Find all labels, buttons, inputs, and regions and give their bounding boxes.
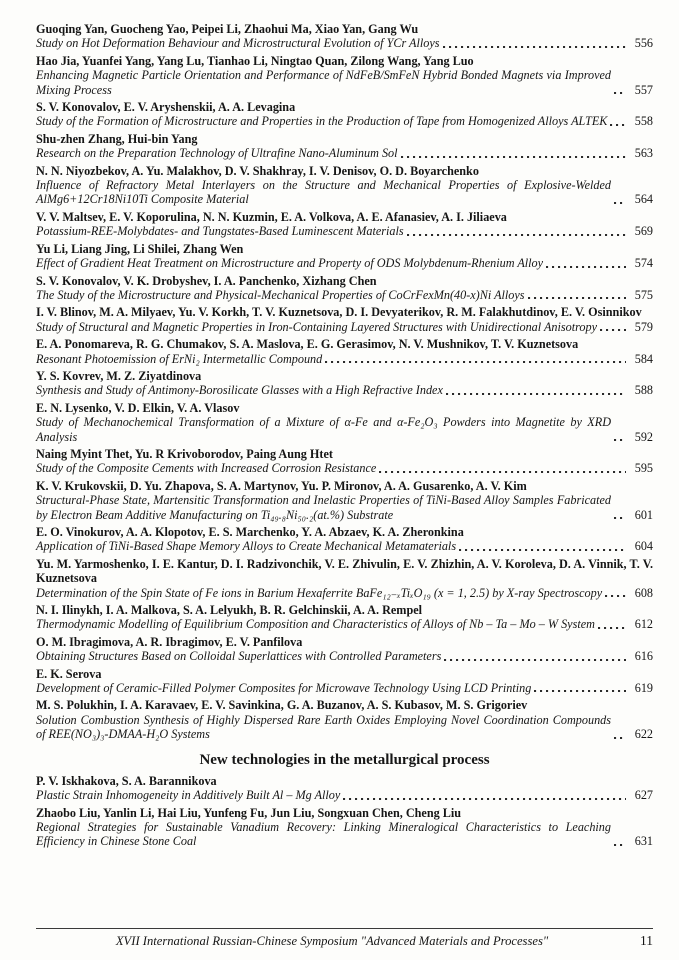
toc-entry <box>36 22 653 51</box>
entry-authors: E. K. Serova <box>36 666 102 681</box>
entry-page-number: 592 <box>634 429 653 444</box>
dotted-leader <box>528 297 626 299</box>
entry-title-row <box>36 114 653 128</box>
entry-title: Development of Ceramic-Filled Polymer Composites for Microwave Technology Using LCD Printing <box>36 681 532 696</box>
footer <box>36 928 653 948</box>
entry-page-number: 563 <box>634 146 653 161</box>
entry-title: Study on Hot Deformation Behaviour and Microstructural Evolution of YCr Alloys <box>36 36 440 51</box>
entry-title: Plastic Strain Inhomogeneity in Additively Built Al – Mg Alloy <box>36 788 341 803</box>
entry-page-number: 595 <box>634 461 653 476</box>
dotted-leader <box>614 439 626 441</box>
dotted-leader <box>443 46 626 48</box>
dotted-leader <box>401 156 626 158</box>
entry-authors: Naing Myint Thet, Yu. R Krivoborodov, Paing Aung Htet <box>36 446 333 461</box>
entry-page-number: 575 <box>634 287 653 302</box>
section-heading: New technologies in the metallurgical process <box>199 751 490 768</box>
dotted-leader <box>600 329 626 331</box>
dotted-leader <box>379 471 626 473</box>
dotted-leader <box>614 517 626 519</box>
entry-authors: E. N. Lysenko, V. D. Elkin, V. A. Vlasov <box>36 400 240 415</box>
toc-entry <box>36 603 653 632</box>
entry-page-number: 604 <box>634 539 653 554</box>
dotted-leader <box>325 361 626 363</box>
toc-entry <box>36 774 653 803</box>
entry-title: Research on the Preparation Technology of Ultrafine Nano-Aluminum Sol <box>36 146 398 161</box>
entry-title: Regional Strategies for Sustainable Vanadium Recovery: Linking Mineralogical Characteristics to Leaching Efficiency in Chinese Stone Coal <box>36 819 611 849</box>
entry-page-number: 619 <box>634 681 653 696</box>
toc-entry <box>36 164 653 207</box>
dotted-leader <box>546 266 626 268</box>
entry-authors: Yu. M. Yarmoshenko, I. E. Kantur, D. I. Radzivonchik, V. E. Zhivulin, E. V. Zhizhin, A. V. Koroleva, D. A. Vinnik, T. V. Kuznetsova <box>36 556 653 586</box>
entry-page-number: 631 <box>634 834 653 849</box>
entry-authors: Shu-zhen Zhang, Hui-bin Yang <box>36 131 198 146</box>
entry-page-number: 608 <box>634 585 653 600</box>
entry-page-number: 601 <box>634 507 653 522</box>
entry-title: Study of Mechanochemical Transformation of a Mixture of α-Fe and α-Fe₂O₃ Powders into Magnetite by XRD Analysis <box>36 415 611 444</box>
entry-title: Influence of Refractory Metal Interlayers on the Structure and Mechanical Properties of Explosive-Welded AlMg6+12Cr18Ni10Ti Composite Material <box>36 178 611 207</box>
dotted-leader <box>614 202 626 204</box>
entry-authors: K. V. Krukovskii, D. Yu. Zhapova, S. A. Martynov, Yu. P. Mironov, A. A. Gusarenko, A. V. Kim <box>36 478 527 493</box>
entry-title: Obtaining Structures Based on Colloidal Superlattices with Controlled Parameters <box>36 649 442 664</box>
dotted-leader <box>610 124 626 126</box>
entry-page-number: 574 <box>634 256 653 271</box>
toc-entry <box>36 401 653 444</box>
dotted-leader <box>614 92 626 94</box>
entry-page-number: 579 <box>634 319 653 334</box>
entry-title-row <box>36 415 653 444</box>
toc-entry <box>36 525 653 554</box>
toc-entry <box>36 54 653 97</box>
toc-entry <box>36 698 653 741</box>
entry-title: Study of Structural and Magnetic Properties in Iron-Containing Layered Structures with Unidirectional Anisotropy <box>36 319 598 334</box>
entry-page-number: 584 <box>634 351 653 366</box>
entry-title-row <box>36 224 653 238</box>
toc-entry <box>36 337 653 366</box>
entry-title-row <box>36 320 653 334</box>
entry-page-number: 564 <box>634 192 653 207</box>
entry-title-row <box>36 461 653 475</box>
entry-title: Study of the Formation of Microstructure and Properties in the Production of Tape from Homogenized Alloys ALTEK <box>36 114 608 129</box>
entry-authors: Y. S. Kovrev, M. Z. Ziyatdinova <box>36 368 202 383</box>
entry-title-row <box>36 256 653 270</box>
dotted-leader <box>446 393 626 395</box>
entry-page-number: 569 <box>634 224 653 239</box>
entry-title: Resonant Photoemission of ErNi₂ Intermetallic Compound <box>36 351 323 366</box>
entry-title-row <box>36 539 653 553</box>
entry-page-number: 556 <box>634 36 653 51</box>
entry-authors: Hao Jia, Yuanfei Yang, Yang Lu, Tianhao Li, Ningtao Quan, Zilong Wang, Yang Luo <box>36 53 474 68</box>
dotted-leader <box>614 737 626 739</box>
toc-entry <box>36 635 653 664</box>
entry-authors: Zhaobo Liu, Yanlin Li, Hai Liu, Yunfeng Fu, Jun Liu, Songxuan Chen, Cheng Liu <box>36 805 462 820</box>
entry-title: Effect of Gradient Heat Treatment on Microstructure and Property of ODS Molybdenum-Rhenium Alloy <box>36 256 544 271</box>
entry-title: Determination of the Spin State of Fe ions in Barium Hexaferrite BaFe₁₂₋ₓTiₓO₁₉ (x = 1, 2.5) by X-ray Spectroscopy <box>36 585 603 600</box>
dotted-leader <box>343 798 626 800</box>
dotted-leader <box>614 844 626 846</box>
toc-entry <box>36 667 653 696</box>
entry-page-number: 612 <box>634 617 653 632</box>
entry-title-row <box>36 36 653 50</box>
entry-title-row <box>36 617 653 631</box>
toc-entry <box>36 242 653 271</box>
dotted-leader <box>459 549 626 551</box>
entry-title: The Study of the Microstructure and Physical-Mechanical Properties of CoCrFexMn(40-x)Ni Alloys <box>36 287 525 302</box>
entry-authors: S. V. Konovalov, V. K. Drobyshev, I. A. Panchenko, Xizhang Chen <box>36 273 377 288</box>
entry-authors: Guoqing Yan, Guocheng Yao, Peipei Li, Zhaohui Ma, Xiao Yan, Gang Wu <box>36 22 419 36</box>
entry-title-row <box>36 383 653 397</box>
toc-entry <box>36 806 653 849</box>
toc-entry <box>36 305 653 334</box>
toc-entry <box>36 132 653 161</box>
toc-entry <box>36 447 653 476</box>
entry-title: Structural-Phase State, Martensitic Transformation and Inelastic Properties of TiNi-Based Alloy Samples Fabricated by Electron Beam Additive Manufacturing on Ti₄₉.₈Ni₅₀.₂(at.%) Substrate <box>36 493 611 522</box>
entry-authors: P. V. Iskhakova, S. A. Barannikova <box>36 773 217 788</box>
entry-title-row <box>36 820 653 849</box>
entry-page-number: 622 <box>634 727 653 742</box>
entry-authors: N. N. Niyozbekov, A. Yu. Malakhov, D. V. Shakhray, I. V. Denisov, O. D. Boyarchenko <box>36 163 479 178</box>
entry-title: Synthesis and Study of Antimony-Borosilicate Glasses with a High Refractive Index <box>36 383 443 398</box>
entry-title-row <box>36 178 653 207</box>
entry-authors: O. M. Ibragimova, A. R. Ibragimov, E. V. Panfilova <box>36 634 303 649</box>
entry-title-row <box>36 713 653 742</box>
toc-entry <box>36 210 653 239</box>
entry-title-row <box>36 649 653 663</box>
entry-authors: I. V. Blinov, M. A. Milyaev, Yu. V. Korkh, T. V. Kuznetsova, D. I. Devyaterikov, R. M. Falakhutdinov, E. V. Osinnikov <box>36 305 642 320</box>
entry-title-row <box>36 586 653 600</box>
entry-title-row <box>36 288 653 302</box>
entry-authors: V. V. Maltsev, E. V. Koporulina, N. N. Kuzmin, E. A. Volkova, A. E. Afanasiev, A. I. Jiliaeva <box>36 209 507 224</box>
dotted-leader <box>444 659 626 661</box>
entry-authors: N. I. Ilinykh, I. A. Malkova, S. A. Lelyukh, B. R. Gelchinskii, A. A. Rempel <box>36 603 423 618</box>
toc-entry <box>36 479 653 522</box>
entry-page-number: 558 <box>634 114 653 129</box>
entry-title-row <box>36 493 653 522</box>
entry-page-number: 557 <box>634 82 653 97</box>
footer-text: XVII International Russian-Chinese Symposium "Advanced Materials and Processes" <box>115 933 549 948</box>
entry-title-row <box>36 681 653 695</box>
entry-authors: S. V. Konovalov, E. V. Aryshenskii, A. A. Levagina <box>36 100 296 115</box>
entry-page-number: 588 <box>634 383 653 398</box>
entry-title-row <box>36 146 653 160</box>
entry-title: Enhancing Magnetic Particle Orientation and Performance of NdFeB/SmFeN Hybrid Bonded Magnets via Improved Mixing Process <box>36 68 611 97</box>
entry-authors: E. O. Vinokurov, A. A. Klopotov, E. S. Marchenko, Y. A. Abzaev, K. A. Zheronkina <box>36 525 464 539</box>
toc-entry <box>36 557 653 600</box>
toc-entry <box>36 369 653 398</box>
entry-title-row <box>36 352 653 366</box>
entry-authors: M. S. Polukhin, I. A. Karavaev, E. V. Savinkina, G. A. Buzanov, A. S. Kubasov, M. S. Grigoriev <box>36 698 528 713</box>
dotted-leader <box>534 690 626 692</box>
entry-page-number: 616 <box>634 649 653 664</box>
toc-entry <box>36 274 653 303</box>
entry-page-number: 627 <box>634 788 653 803</box>
entry-title-row <box>36 788 653 802</box>
entry-authors: Yu Li, Liang Jing, Li Shilei, Zhang Wen <box>36 241 244 256</box>
entry-title: Potassium-REE-Molybdates- and Tungstates-Based Luminescent Materials <box>36 224 404 239</box>
entry-authors: E. A. Ponomareva, R. G. Chumakov, S. A. Maslova, E. G. Gerasimov, N. V. Mushnikov, T. V. Kuznetsova <box>36 337 579 352</box>
dotted-leader <box>598 627 626 629</box>
footer-page-number: 11 <box>640 932 653 948</box>
entry-title: Thermodynamic Modelling of Equilibrium Composition and Characteristics of Alloys of Nb – Ta – Mo – W System <box>36 617 595 632</box>
dotted-leader <box>407 234 626 236</box>
entry-title: Study of the Composite Cements with Increased Corrosion Resistance <box>36 461 377 476</box>
entry-title-row <box>36 68 653 97</box>
entry-title: Application of TiNi-Based Shape Memory Alloys to Create Mechanical Metamaterials <box>36 539 457 554</box>
dotted-leader <box>605 595 626 597</box>
entry-title: Solution Combustion Synthesis of Highly Dispersed Rare Earth Oxides Employing Novel Coordination Compounds of REE(NO₃)₃-DMAA-H₂O Systems <box>36 712 611 742</box>
toc-entry <box>36 100 653 129</box>
